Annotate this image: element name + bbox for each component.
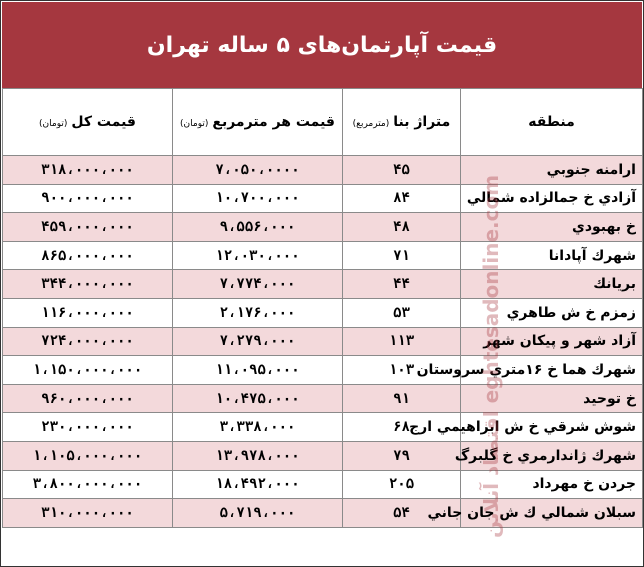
table-row xyxy=(3,184,643,213)
table-row xyxy=(3,241,643,270)
cell-total-price: ۲۳۰،۰۰۰،۰۰۰ xyxy=(3,413,173,442)
header-ppm-unit: (تومان) xyxy=(180,119,209,129)
page-title: قیمت آپارتمان‌های ۵ ساله تهران xyxy=(2,2,642,88)
table-row xyxy=(3,441,643,470)
cell-total-price: ۳۱۸،۰۰۰،۰۰۰ xyxy=(3,156,173,185)
header-total-unit: (تومان) xyxy=(39,119,68,129)
cell-region: شهرك ژاندارمري خ گلبرگ xyxy=(461,441,643,470)
cell-region: شهرك آپادانا xyxy=(461,241,643,270)
header-total-label: قیمت کل xyxy=(71,114,136,130)
cell-region: سبلان شمالي ك ش جان جاني xyxy=(461,499,643,528)
cell-total-price: ۳۴۴،۰۰۰،۰۰۰ xyxy=(3,270,173,299)
cell-area: ۷۹ xyxy=(343,441,461,470)
cell-total-price: ۳۱۰،۰۰۰،۰۰۰ xyxy=(3,499,173,528)
cell-price-per-meter: ۱۰،۷۰۰،۰۰۰ xyxy=(173,184,343,213)
cell-price-per-meter: ۱۲،۰۳۰،۰۰۰ xyxy=(173,241,343,270)
cell-area: ۸۴ xyxy=(343,184,461,213)
cell-area: ۲۰۵ xyxy=(343,470,461,499)
cell-area: ۶۸ xyxy=(343,413,461,442)
cell-region: ارامنه جنوبي xyxy=(461,156,643,185)
cell-total-price: ۴۵۹،۰۰۰،۰۰۰ xyxy=(3,213,173,242)
cell-price-per-meter: ۲،۱۷۶،۰۰۰ xyxy=(173,298,343,327)
header-row xyxy=(3,89,643,156)
cell-price-per-meter: ۱۱،۰۹۵،۰۰۰ xyxy=(173,356,343,385)
table-row xyxy=(3,470,643,499)
table-row xyxy=(3,413,643,442)
table-row xyxy=(3,499,643,528)
cell-total-price: ۹۶۰،۰۰۰،۰۰۰ xyxy=(3,384,173,413)
cell-area: ۹۱ xyxy=(343,384,461,413)
cell-region: آزادي خ جمالزاده شمالي xyxy=(461,184,643,213)
cell-region: شهرك هما خ ۱۶متري سروستان xyxy=(461,356,643,385)
table-row xyxy=(3,327,643,356)
table-row xyxy=(3,356,643,385)
cell-region: آزاد شهر و پيكان شهر xyxy=(461,327,643,356)
cell-price-per-meter: ۵،۷۱۹،۰۰۰ xyxy=(173,499,343,528)
cell-total-price: ۳،۸۰۰،۰۰۰،۰۰۰ xyxy=(3,470,173,499)
header-region-label: منطقه xyxy=(528,114,575,130)
cell-total-price: ۱۱۶،۰۰۰،۰۰۰ xyxy=(3,298,173,327)
cell-region: زمزم خ ش طاهري xyxy=(461,298,643,327)
cell-price-per-meter: ۱۳،۹۷۸،۰۰۰ xyxy=(173,441,343,470)
cell-area: ۵۳ xyxy=(343,298,461,327)
cell-area: ۴۸ xyxy=(343,213,461,242)
cell-price-per-meter: ۹،۵۵۶،۰۰۰ xyxy=(173,213,343,242)
cell-total-price: ۷۲۴،۰۰۰،۰۰۰ xyxy=(3,327,173,356)
cell-total-price: ۱،۱۵۰،۰۰۰،۰۰۰ xyxy=(3,356,173,385)
cell-price-per-meter: ۱۸،۴۹۲،۰۰۰ xyxy=(173,470,343,499)
cell-price-per-meter: ۷،۲۷۹،۰۰۰ xyxy=(173,327,343,356)
cell-total-price: ۱،۱۰۵،۰۰۰،۰۰۰ xyxy=(3,441,173,470)
cell-price-per-meter: ۱۰،۴۷۵،۰۰۰ xyxy=(173,384,343,413)
table-row xyxy=(3,384,643,413)
header-region xyxy=(461,89,643,156)
table-row xyxy=(3,213,643,242)
cell-price-per-meter: ۳،۳۳۸،۰۰۰ xyxy=(173,413,343,442)
watermark: اقتصاد آنلاین eghtesadonline.com xyxy=(479,174,503,538)
cell-region: خ بهبودي xyxy=(461,213,643,242)
cell-price-per-meter: ۷،۰۵۰،۰۰۰۰ xyxy=(173,156,343,185)
header-ppm-label: قیمت هر مترمربع xyxy=(212,114,335,130)
cell-total-price: ۸۶۵،۰۰۰،۰۰۰ xyxy=(3,241,173,270)
header-price-per-meter xyxy=(173,89,343,156)
cell-area: ۷۱ xyxy=(343,241,461,270)
cell-region: جردن خ مهرداد xyxy=(461,470,643,499)
cell-area: ۱۱۳ xyxy=(343,327,461,356)
table-row xyxy=(3,270,643,299)
cell-area: ۵۴ xyxy=(343,499,461,528)
cell-price-per-meter: ۷،۷۷۴،۰۰۰ xyxy=(173,270,343,299)
cell-region: بريانك xyxy=(461,270,643,299)
price-table xyxy=(2,88,643,528)
header-total-price xyxy=(3,89,173,156)
cell-area: ۴۵ xyxy=(343,156,461,185)
header-area-unit: (مترمربع) xyxy=(352,119,390,129)
cell-region: شوش شرقي خ ش ابراهيمي ارج xyxy=(461,413,643,442)
table-row xyxy=(3,298,643,327)
cell-area: ۱۰۳ xyxy=(343,356,461,385)
cell-region: خ توحيد xyxy=(461,384,643,413)
table-row xyxy=(3,156,643,185)
header-area-label: متراژ بنا xyxy=(393,114,451,130)
header-area xyxy=(343,89,461,156)
cell-area: ۴۴ xyxy=(343,270,461,299)
cell-total-price: ۹۰۰،۰۰۰،۰۰۰ xyxy=(3,184,173,213)
